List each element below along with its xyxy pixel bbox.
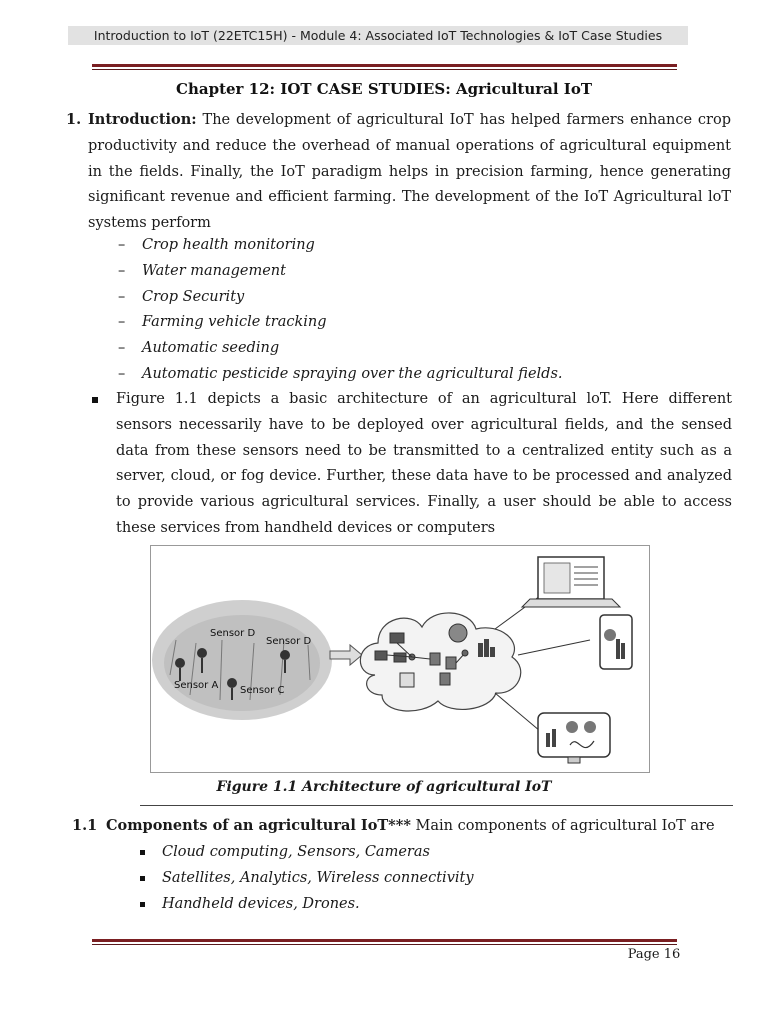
- sensor-d1-label: Sensor D: [210, 628, 256, 639]
- dash: –: [118, 314, 126, 331]
- sensor-a-label: Sensor A: [174, 680, 219, 691]
- square-bullet-icon: [92, 397, 98, 403]
- dash: –: [118, 365, 126, 382]
- dash: –: [118, 262, 126, 279]
- list-item: – Water management: [118, 259, 563, 285]
- intro-number: 1.: [66, 111, 82, 128]
- sensor-c-label: Sensor C: [240, 685, 285, 696]
- intro-list: [118, 233, 563, 388]
- intro-paragraph: [88, 107, 731, 237]
- page-number: Page 16: [627, 947, 681, 962]
- dash: –: [118, 288, 126, 305]
- monitor-icon: [538, 713, 610, 763]
- architecture-text: Figure 1.1 depicts a basic architecture of an agricultural loT. Here different sensors necessarily have to be deployed over agricultural fields, and the sensed data from these sensors need to be transmitted to a centralized entity such as a server, cloud, or fog device. Further, these data have to be processed and analyzed to provide various agricultural services. Finally, a user should be able to access these services from handheld devices or computers: [116, 391, 732, 536]
- dash: –: [118, 237, 126, 253]
- sensor-d2-label: Sensor D: [266, 636, 312, 647]
- components-text: Main components of agricultural IoT are: [410, 818, 715, 834]
- caption-rule: [140, 805, 733, 806]
- list-item: Satellites, Analytics, Wireless connectivity: [140, 866, 474, 892]
- figure-caption: Figure 1.1 Architecture of agricultural IoT: [216, 779, 552, 795]
- intro-section: [66, 107, 731, 237]
- square-bullet-icon: [140, 902, 145, 907]
- footer-rule-thin: [92, 944, 677, 945]
- intro-text: The development of agricultural IoT has helped farmers enhance crop productivity and reduce the overhead of manual operations of agricultural equipment in the fields. Finally, the IoT paradigm helps in precision farming, hence generating significant revenue and efficient farming. The development of the IoT Agricultural loT systems perform: [88, 112, 731, 232]
- components-title: Components of an agricultural IoT***: [106, 817, 411, 834]
- intro-heading: Introduction:: [88, 111, 197, 128]
- chapter-title: Chapter 12: IOT CASE STUDIES: Agricultural IoT: [176, 80, 592, 98]
- architecture-paragraph: [92, 387, 732, 542]
- components-heading: [72, 817, 752, 834]
- list-item: – Crop health monitoring: [118, 233, 563, 259]
- components-list: [140, 840, 474, 917]
- phone-icon: [600, 615, 632, 669]
- dash: –: [118, 340, 126, 357]
- list-item: – Automatic seeding: [118, 336, 563, 362]
- list-item: Cloud computing, Sensors, Cameras: [140, 840, 474, 866]
- running-header: Introduction to IoT (22ETC15H) - Module 4: Associated IoT Technologies & IoT Case Studies: [68, 26, 688, 45]
- header-rule-thick: [92, 64, 677, 67]
- list-item: – Automatic pesticide spraying over the agricultural fields.: [118, 362, 563, 388]
- list-item: – Crop Security: [118, 285, 563, 311]
- list-item: – Farming vehicle tracking: [118, 310, 563, 336]
- header-rule-thin: [92, 69, 677, 70]
- square-bullet-icon: [140, 850, 145, 855]
- square-bullet-icon: [140, 876, 145, 881]
- components-number: 1.1: [72, 817, 98, 834]
- architecture-figure: [150, 545, 650, 773]
- list-item: Handheld devices, Drones.: [140, 892, 474, 918]
- footer-rule-thick: [92, 939, 677, 942]
